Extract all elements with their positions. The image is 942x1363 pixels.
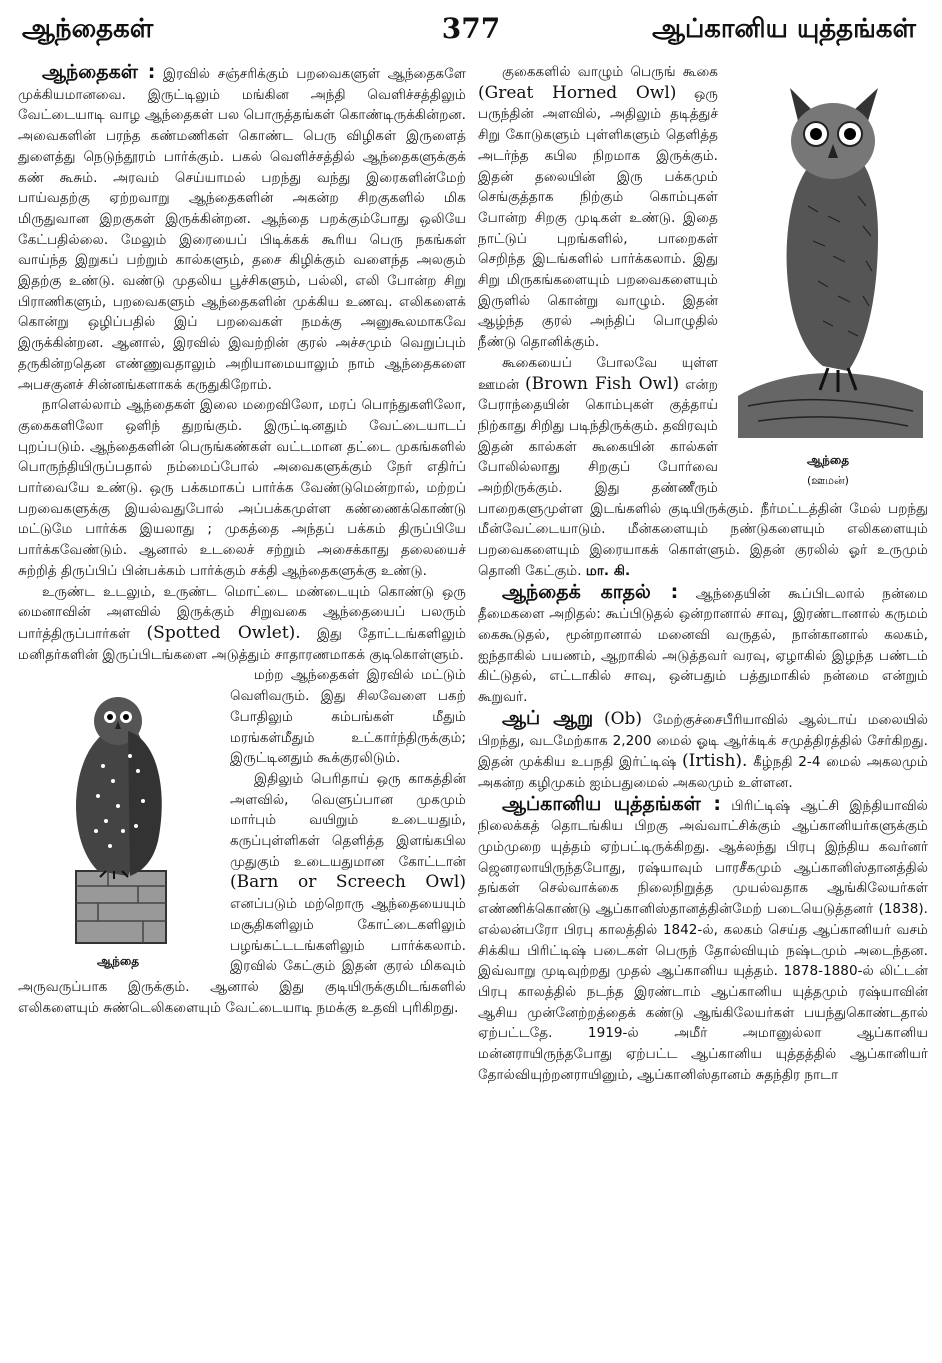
owls-text-3-end: இது தோட்டங்களிலும் மனிதர்களின் இருப்பிடங்களை அடுத்தும் சாதாரணமாகக் குடிகொள்ளும். xyxy=(18,625,467,663)
owls-text-5: இதிலும் பெரிதாய் ஒரு காகத்தின் அளவில், வெளுப்பான முகமும் மார்பும் வயிறும் உடையதும், கருப்புள்ளிகள் தெளித்த இளங்கபில முதுகும் உடையதுமான கோட்டான் xyxy=(230,770,466,870)
page-number: 377 xyxy=(441,12,501,45)
ob-river-text-end: கீழ்நதி 2-4 மைல் அகலமும் அகன்ற கழிமுகம் ஐம்பதுமைல் அகலமும் உள்ளன. xyxy=(478,754,928,791)
owls-paragraph-3 xyxy=(18,582,466,666)
fish-owl-caption: ஆந்தை xyxy=(806,453,850,467)
barn-owl-illustration xyxy=(18,671,218,947)
owls-paragraph-4: மற்ற ஆந்தைகள் இரவில் மட்டும் வெளிவரும். இது சிலவேளை பகற் போதிலும் கம்பங்கள் மீதும் மரங்கள்மீதும் உட்கார்ந்திருக்கும்; இருட்டினதும் கூக்குரலிடும். xyxy=(230,667,466,767)
latin-great-horned-owl: (Great Horned Owl) xyxy=(478,82,677,103)
owls-paragraph-2: நாளெல்லாம் ஆந்தைகள் இலை மறைவிலோ, மரப் பொந்துகளிலோ, குகைகளிலோ ஒளிந் துறங்கும். இருட்டினதும் வேட்டையாடப் புறப்படும். ஆந்தைகளின் பெருங்கண்கள் வட்டமான தட்டை முகங்களில் பொருந்தியிருப்பதால் நம்மைப்போல் அவைகளுக்கும் நேர் எதிர்ப் பார்வையே உண்டு. ஒரு பக்கமாகப் பார்க்க வேண்டுமென்றால், மற்றப் பறவைகளுக்கு இயல்வதுபோல் அப்பக்கமுள்ள கண்ணைக்கொண்டு மட்டுமே பார்க்க இயலாது ; முகத்தை அந்தப் பக்கம் திருப்பியே பார்க்கவேண்டும். ஆனால் உடலைச் சற்றும் அசைக்காது தலையைச் சுற்றித் திருப்பிப் பின்பக்கம் பார்க்கும் சக்தி ஆந்தைகளுக்கு உண்டு. xyxy=(18,397,466,579)
fish-owl-illustration xyxy=(728,66,928,446)
owls-paragraph-1 xyxy=(18,62,466,395)
brown-fish-owl-text-start: கூகையைப் போலவே யுள்ள ஊமன் xyxy=(478,354,718,393)
fish-owl-subcaption: (ஊமன்) xyxy=(807,473,849,487)
right-column xyxy=(478,62,928,1085)
running-head-right: ஆப்கானிய யுத்தங்கள் xyxy=(652,14,916,44)
page-header xyxy=(0,0,942,56)
latin-barn-owl: (Barn or Screech Owl) xyxy=(230,872,466,893)
owl-omens-entry xyxy=(478,582,928,708)
entry-term-afghan-wars: ஆப்கானிய யுத்தங்கள் : xyxy=(502,792,721,815)
latin-brown-fish-owl: (Brown Fish Owl) xyxy=(525,373,680,394)
entry-term-owl-omens: ஆந்தைக் காதல் : xyxy=(502,580,679,603)
great-horned-owl-text-start: குகைகளில் வாழும் பெருங் கூகை xyxy=(502,64,718,80)
entry-term-ob-river: ஆப் ஆறு xyxy=(502,706,594,729)
afghan-wars-text: பிரிட்டிஷ் ஆட்சி இந்தியாவில் நிலைக்கத் தொடங்கிய பிறகு அவ்வாட்சிக்கும் ஆப்கானியர்களுக்கும் மும்முறை யுத்தம் ஏற்பட்டிருக்கிறது. ஆக்லந்து பிரபு இந்திய கவர்னர் ஜெனரலாயிருந்தபோது, ரஷ்யாவும் பாரசீகமும் ஆப்கானிஸ்தானத்தில் தங்கள் செல்வாக்கை நிலைநிறுத்த முயல்வதாக ஆங்கிலேயர்கள் எண்ணிக்கொண்டு ஆப்கானிஸ்தானத்தின்மேற் படையெடுத்தனர் (1838). எல்லன்பரோ பிரபு காலத்தில் 1842-ல், கலகம் செய்த ஆப்கானியர் வசம் சிக்கிய பிரிட்டிஷ் படைகள் பெருந் தோல்வியும் நஷ்டமும் அடைந்தன. இவ்வாறு முடிவுற்றது முதல் ஆப்கானிய யுத்தம். 1878-1880-ல் லிட்டன் பிரபு காலத்தில் நடந்த இரண்டாம் ஆப்கானிய யுத்தமும் ரஷ்யாவின் ஆசிய முன்னேற்றத்தைக் கண்டு ஆங்கிலேயர்கள் பயந்துகொண்டதால் ஏற்பட்டதே. 1919-ல் அமீர் அமானுல்லா ஆப்கானிய மன்னராயிருந்தபோது ஏற்பட்ட ஆப்கானிய யுத்தத்தில் ஆப்கானியர் தோல்வியுற்றனராயினும், ஆப்கானிஸ்தானம் சுதந்திர நாடா xyxy=(478,797,928,1083)
entry-term-owls: ஆந்தைகள் : xyxy=(42,61,156,83)
left-column xyxy=(18,62,466,1018)
brown-fish-owl-text: என்ற பேராந்தையின் கொம்புகள் குத்தாய் நிற்காது சிறிது படிந்திருக்கும். தவிரவும் இதன் கால்கள் கூகையின் கால்கள் போலில்லாது சிறகுப் போர்வை அற்றிருக்கும். இது தண்ணீரும் பாறைகளுமுள்ள இடங்களில் குடியிருக்கும். நீர்மட்டத்தின் மேல் பறந்து மீன்வேட்டையாடும். மீன்களையும் நண்டுகளையும் எலிகளையும் பறவைகளையும் இரையாகக் கொள்ளும். இதன் குரலில் ஓர் உருமும் தொனி கேட்கும். xyxy=(478,376,928,579)
owls-text-3: உருண்ட உடலும், உருண்ட மொட்டை மண்டையும் கொண்டு ஒரு மைனாவின் அளவில் இருக்கும் சிறுவகை ஆந்தையைப் பலரும் பார்த்திருப்பார்கள் xyxy=(18,583,466,642)
running-head-left: ஆந்தைகள் xyxy=(22,14,154,44)
owl-omens-text: ஆந்தையின் கூப்பிடலால் நன்மை தீமைகளை அறிதல்: கூப்பிடுதல் ஒன்றானால் சாவு, இரண்டானால் கருமம் கைகூடுதல், மூன்றானால் மனைவி வருதல், நான்கானால் கலகம், ஐந்தாகில் பயணம், ஆறாகில் அடுத்தவர் வரவு, ஏழாகில் இழந்த பண்டம் கிட்டுதல், எட்டாகில் சாவு, ஒன்பதும் பத்துமாகில் நன்மை என்றும் கூறுவர். xyxy=(478,585,928,706)
barn-owl-figure xyxy=(18,671,218,972)
latin-spotted-owlet: (Spotted Owlet). xyxy=(146,622,301,643)
great-horned-owl-text: ஒரு பருந்தின் அளவில், அதிலும் தடித்துச் சிறு கோடுகளும் புள்ளிகளும் தெளித்த அடர்ந்த கபில நிறமாக இருக்கும். இதன் தலையின் இரு பக்கமும் செங்குத்தாக நிற்கும் கொம்புகள் போன்ற சிறகு முடிகள் உண்டு. இதை நாட்டுப் புறங்களில், பாறைகள் செறிந்த இடங்களில் பார்க்கலாம். இது சிறு மிருகங்களையும் பறவைகளையும் இருளில் கொன்று வாழும். இதன் ஆழ்ந்த குரல் அந்திப் பொழுதில் நீண்டு தொனிக்கும். xyxy=(478,85,718,351)
fish-owl-figure xyxy=(728,66,928,491)
ob-river-text: மேற்குச்சைபீரியாவில் ஆல்டாய் மலையில் பிறந்து, வடமேற்காக 2,200 மைல் ஓடி ஆர்க்டிக் சமுத்திரத்தில் சேர்கிறது. இதன் முக்கிய உபநதி இர்ட்டிஷ் xyxy=(478,711,928,771)
afghan-wars-entry xyxy=(478,794,928,1086)
author-signature: மா. கி. xyxy=(585,562,631,579)
latin-ob: (Ob) xyxy=(603,708,643,729)
owls-text-1: இரவில் சஞ்சரிக்கும் பறவைகளுள் ஆந்தைகளே முக்கியமானவை. இருட்டிலும் மங்கின அந்தி வெளிச்சத்திலும் வேட்டையாடி வாழ ஆந்தைகள் பல பொருத்தங்கள் கொண்டிருக்கின்றன. அவைகளின் பரந்த கண்மணிகள் கொண்ட பெரு விழிகள் இருளைத் துளைத்து நெடுந்தூரம் பார்க்கும். பகல் வெளிச்சத்தில் ஆந்தைகளுக்குக் கண் கூசும். அரவம் செய்யாமல் பறந்து வந்து இரைகளின்மேற் பாய்வதற்கு ஏற்றவாறு ஆந்தைகளின் அகன்ற சிறகுகளில் மிக மிருதுவான இறகுகள் இருக்கின்றன. ஆந்தை பறக்கும்போது ஒலியே கேட்பதில்லை. மேலும் இரையைப் பிடிக்கக் கூரிய பெரு நகங்கள் வாய்ந்த இறுகப் பற்றும் கால்களும், தசை கிழிக்கும் வளைந்த அலகும் இதற்கு உண்டு. வண்டு முதலிய பூச்சிகளும், பல்லி, எலி போன்ற சிறு பிராணிகளும், பறவைகளும் ஆந்தைகளின் முக்கிய உணவு. எலிகளைக் கொன்று ஒழிப்பதில் இப் பறவைகள் நமக்கு அனுகூலமாகவே இருக்கின்றன. ஆனால், இரவில் இவற்றின் குரல் அச்சமும் வெறுப்பும் தருகின்றதென எண்ணுவதாலும் அறியாமையாலும் நாம் ஆந்தைகளை அபசகுனச் சின்னங்களாகக் கருதுகிறோம். xyxy=(18,66,466,393)
latin-irtish: (Irtish). xyxy=(681,751,748,772)
ob-river-entry xyxy=(478,708,928,794)
barn-owl-caption: ஆந்தை xyxy=(96,954,140,969)
owls-text-5-end: எனப்படும் மற்றொரு ஆந்தையையும் மசூதிகளிலும் கோட்டைகளிலும் பழங்கட்டடங்களிலும் பார்க்கலாம். இரவில் கேட்கும் இதன் குரல் மிகவும் அருவருப்பாக இருக்கும். ஆனால் இது குடியிருக்குமிடங்களில் எலிகளையும் சுண்டெலிகளையும் வேட்டையாடி நமக்கு உதவி புரிகிறது. xyxy=(18,896,466,1016)
